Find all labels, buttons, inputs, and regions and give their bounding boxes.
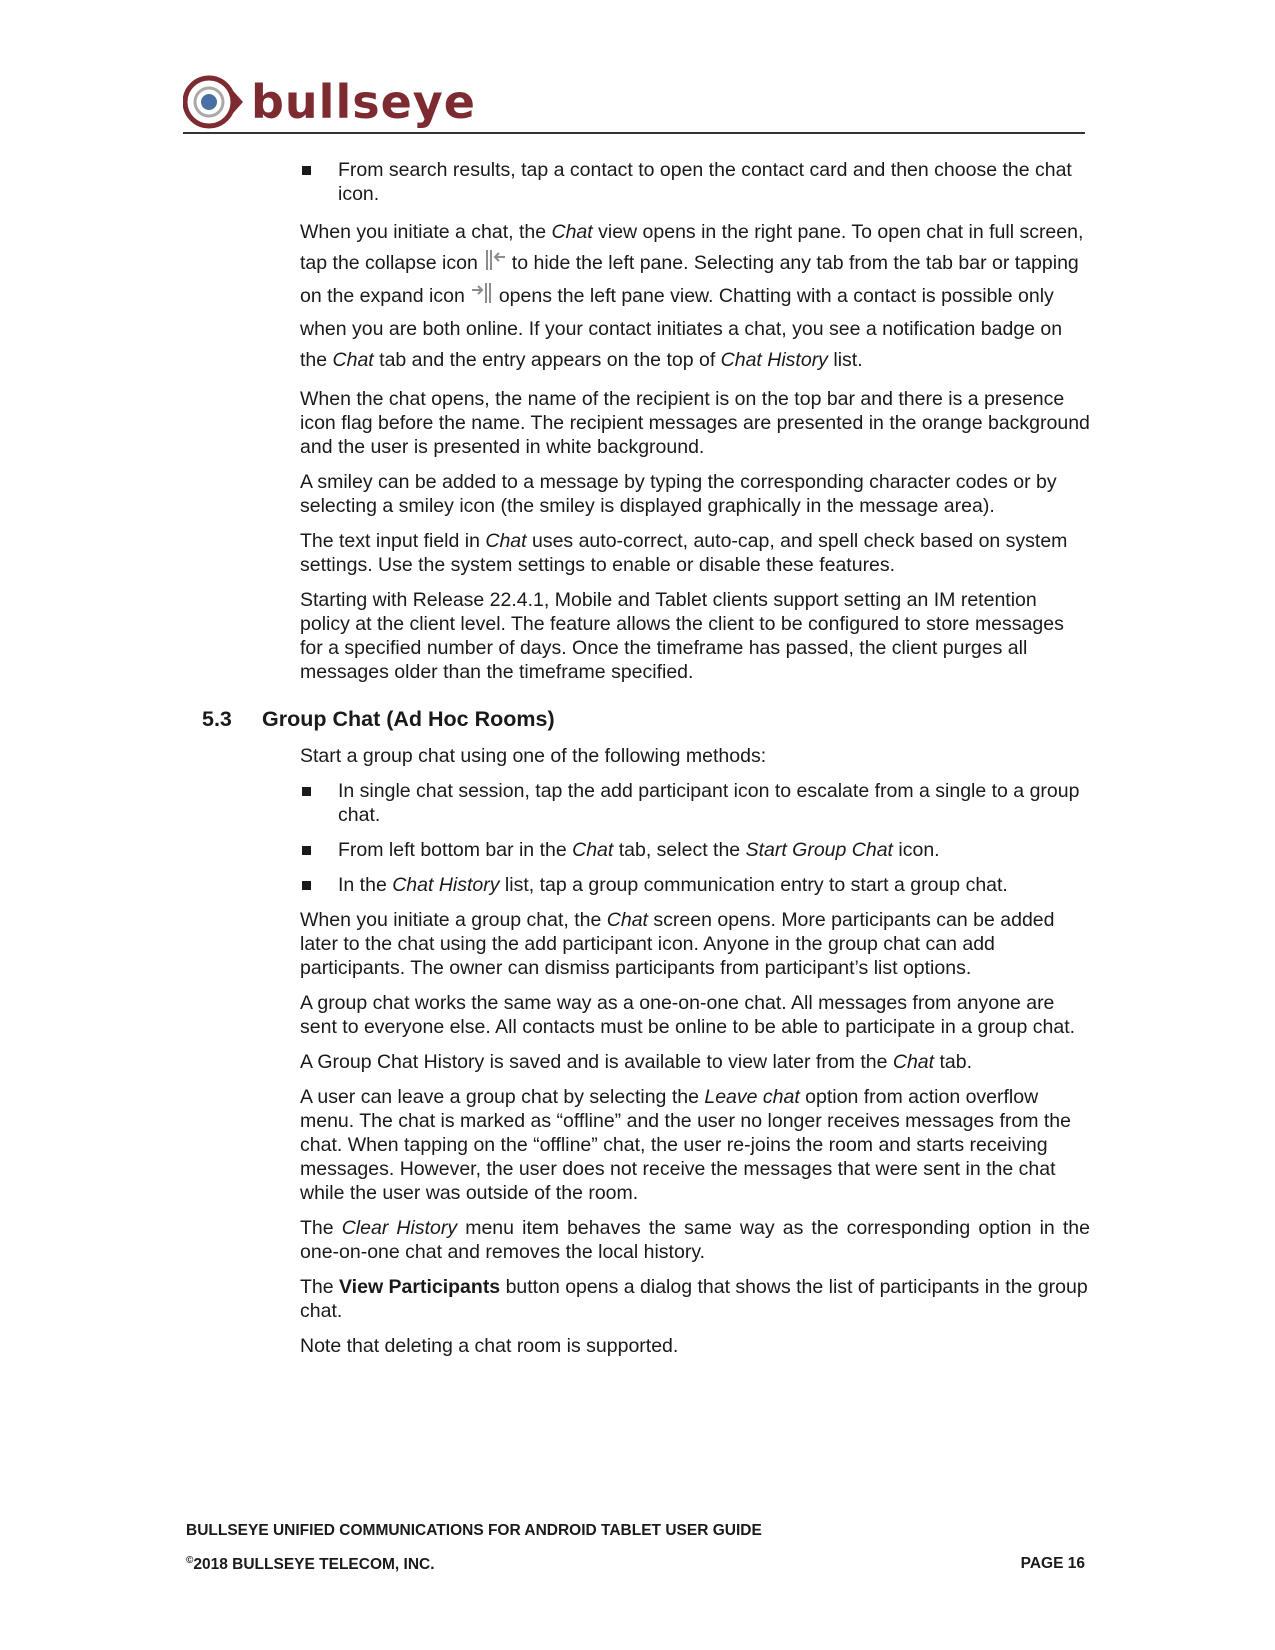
bullet-marker — [302, 881, 311, 890]
logo-text: bullseye — [251, 75, 476, 129]
bullet-marker — [302, 166, 311, 175]
paragraph-initiate-chat: When you initiate a chat, the Chat view opens in the right pane. To open chat in full screen, tap the collapse icon to hide the left pane. Selecting any tab from the tab bar or tapping on the expand icon opens the left pane view. Chatting with a contact is possible only when you are both online. If your contact initiates a chat, you see a notification badge on the Chat tab and the entry appears on the top of Chat History list. — [300, 221, 1084, 371]
bullet-chat-history: In the Chat History list, tap a group communication entry to start a group chat. — [300, 873, 1090, 897]
paragraph-history-saved: A Group Chat History is saved and is available to view later from the Chat tab. — [300, 1051, 973, 1073]
paragraph-retention-policy: Starting with Release 22.4.1, Mobile and Tablet clients support setting an IM retention policy at the client level. The feature allows the client to be configured to store messages for a specified number of days. Once the timeframe has passed, the client purges all messages older than the timeframe specified. — [300, 589, 1064, 683]
bullseye-logo — [183, 74, 476, 130]
paragraph-clear-history: The Clear History menu item behaves the same way as the corresponding option in the one-on-one chat and removes the local history. — [300, 1217, 1090, 1263]
collapse-icon — [484, 249, 506, 281]
expand-icon — [471, 282, 493, 314]
page-number: PAGE 16 — [1020, 1555, 1085, 1572]
header-rule — [183, 132, 1085, 134]
section-heading — [202, 706, 1090, 732]
paragraph-group-initiate: When you initiate a group chat, the Chat screen opens. More participants can be added later to the chat using the add participant icon. Anyone in the group chat can add participants. The owner can dismiss participants from participant’s list options. — [300, 909, 1055, 979]
section-title: Group Chat (Ad Hoc Rooms) — [262, 707, 555, 731]
paragraph-start-group: Start a group chat using one of the following methods: — [300, 745, 767, 767]
bullet-marker — [302, 846, 311, 855]
paragraph-leave-chat: A user can leave a group chat by selecting the Leave chat option from action overflow menu. The chat is marked as “offline” and the user no longer receives messages from the chat. When tapping on the “offline” chat, the user re-joins the room and starts receiving messages. However, the user does not receive the messages that were sent in the chat while the user was outside of the room. — [300, 1086, 1072, 1204]
paragraph-note: Note that deleting a chat room is supported. — [300, 1335, 679, 1357]
paragraph-group-same: A group chat works the same way as a one-on-one chat. All messages from anyone are sent to everyone else. All contacts must be online to be able to participate in a group chat. — [300, 992, 1076, 1038]
bullet-search-results: From search results, tap a contact to open the contact card and then choose the chat icon. — [300, 158, 1090, 206]
bullet-single-chat: In single chat session, tap the add participant icon to escalate from a single to a group chat. — [300, 779, 1090, 827]
document-body — [202, 158, 1090, 1369]
paragraph-view-participants: The View Participants button opens a dialog that shows the list of participants in the group chat. — [300, 1276, 1088, 1322]
footer-title: BULLSEYE UNIFIED COMMUNICATIONS FOR ANDROID TABLET USER GUIDE — [186, 1522, 762, 1539]
bullet-left-bottom-bar: From left bottom bar in the Chat tab, select the Start Group Chat icon. — [300, 838, 1090, 862]
section-number: 5.3 — [202, 707, 232, 731]
page-header — [183, 68, 1085, 134]
paragraph-text-input: The text input field in Chat uses auto-correct, auto-cap, and spell check based on system settings. Use the system settings to enable or disable these features. — [300, 530, 1068, 576]
bullet-marker — [302, 787, 311, 796]
paragraph-chat-opens: When the chat opens, the name of the recipient is on the top bar and there is a presence icon flag before the name. The recipient messages are presented in the orange background and the user is presented in white background. — [300, 388, 1090, 458]
footer-copyright: ©2018 BULLSEYE TELECOM, INC. — [186, 1555, 435, 1574]
bullseye-logo-icon — [183, 74, 245, 130]
paragraph-smiley: A smiley can be added to a message by typing the corresponding character codes or by selecting a smiley icon (the smiley is displayed graphically in the message area). — [300, 471, 1057, 517]
